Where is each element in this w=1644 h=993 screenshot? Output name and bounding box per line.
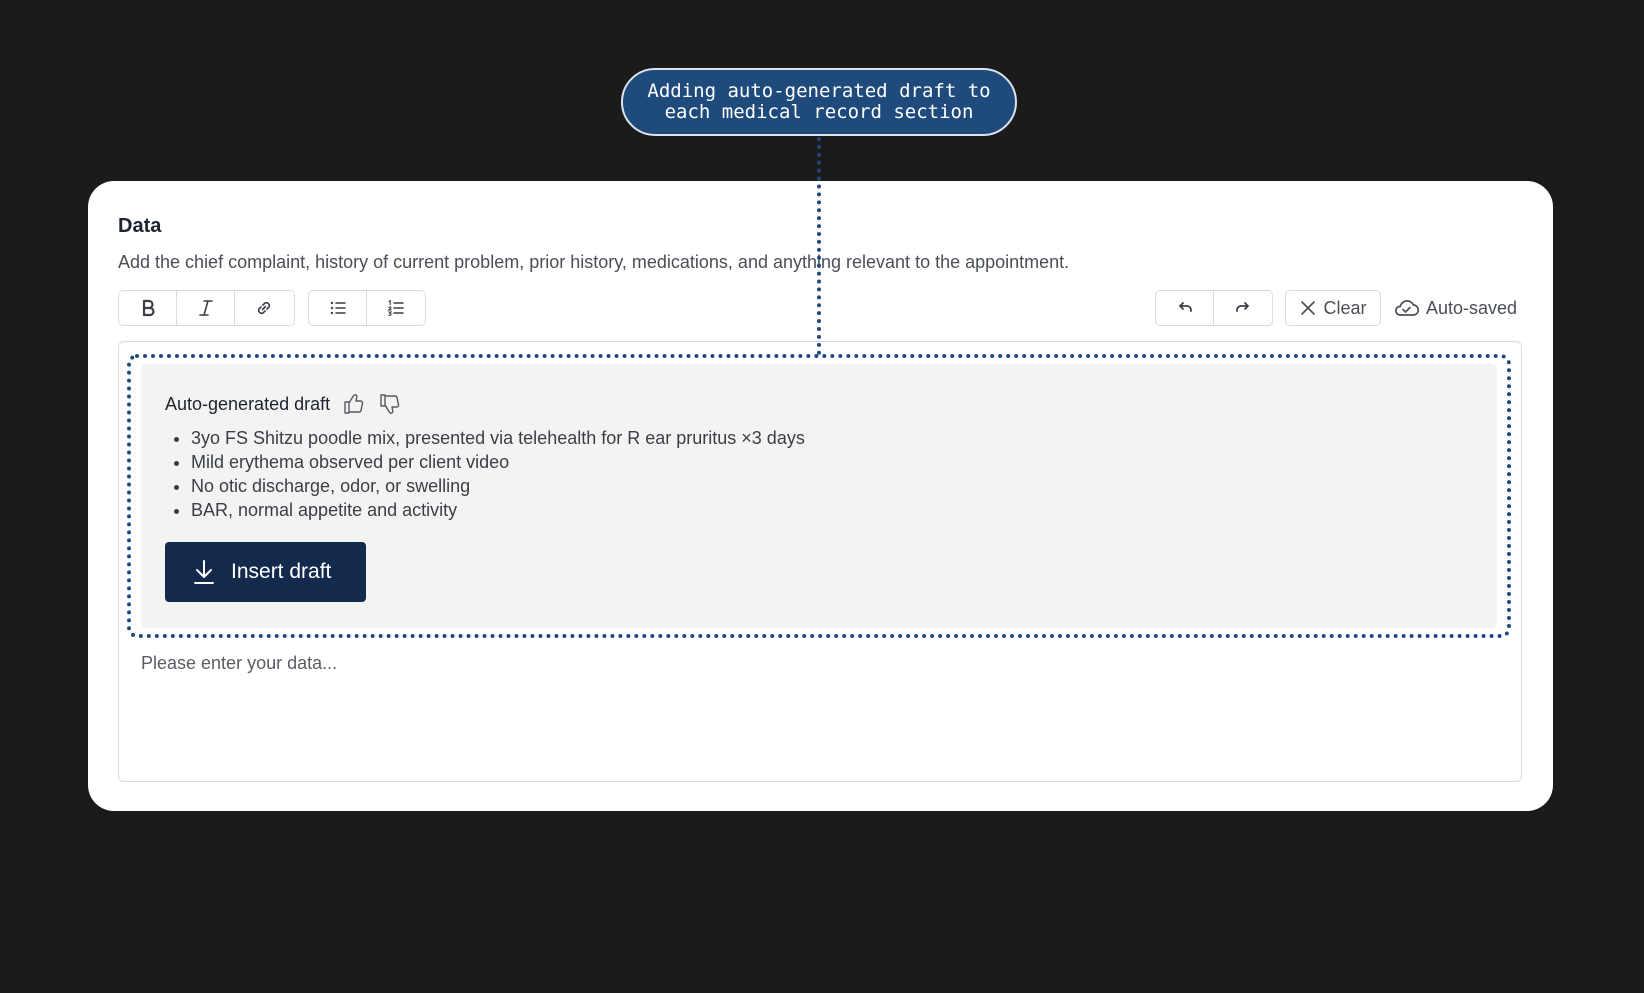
list-item: • No otic discharge, odor, or swelling [191, 474, 805, 498]
download-icon [193, 559, 215, 585]
section-title: Data [118, 215, 162, 237]
list-item: • Mild erythema observed per client video [191, 450, 805, 474]
bullet-list-icon [328, 298, 348, 318]
undo-button[interactable] [1156, 291, 1214, 325]
link-icon [254, 298, 274, 318]
numbered-list-button[interactable] [367, 291, 425, 325]
draft-title: Auto-generated draft [165, 393, 331, 414]
thumbs-down-button[interactable] [378, 392, 402, 416]
callout-connector [817, 137, 821, 355]
format-toolbar-group [118, 290, 295, 326]
thumbs-up-button[interactable] [342, 392, 366, 416]
history-toolbar-group [1155, 290, 1273, 326]
cloud-check-icon [1392, 297, 1420, 319]
draft-bullet-list [191, 426, 805, 522]
numbered-list-icon [386, 298, 406, 318]
undo-icon [1175, 298, 1195, 318]
italic-icon [196, 298, 216, 318]
rich-text-editor[interactable] [118, 341, 1522, 782]
autosave-status [1392, 290, 1517, 326]
list-toolbar-group [308, 290, 426, 326]
insert-draft-button[interactable] [165, 542, 366, 602]
auto-generated-draft-panel [141, 364, 1497, 628]
close-icon [1299, 299, 1317, 317]
italic-button[interactable] [177, 291, 235, 325]
bold-icon [138, 298, 158, 318]
draft-highlight-outline [127, 354, 1511, 638]
section-description: Add the chief complaint, history of current problem, prior history, medications, and anything relevant to the appointment. [118, 252, 1070, 272]
clear-label: Clear [1323, 297, 1367, 318]
thumbs-up-icon [342, 392, 366, 416]
autosave-label: Auto-saved [1426, 297, 1518, 318]
list-item: • BAR, normal appetite and activity [191, 498, 805, 522]
editor-placeholder: Please enter your data... [141, 653, 338, 673]
bold-button[interactable] [119, 291, 177, 325]
bullet-list-button[interactable] [309, 291, 367, 325]
redo-icon [1233, 298, 1253, 318]
link-button[interactable] [235, 291, 293, 325]
annotation-callout [621, 68, 1017, 136]
insert-draft-label: Insert draft [231, 560, 332, 583]
callout-line-1: Adding auto-generated draft to [647, 80, 991, 102]
thumbs-down-icon [378, 392, 402, 416]
callout-line-2: each medical record section [664, 101, 974, 123]
draft-header [165, 392, 402, 416]
list-item: • 3yo FS Shitzu poodle mix, presented via telehealth for R ear pruritus ×3 days [191, 426, 805, 450]
clear-button[interactable] [1285, 290, 1381, 326]
redo-button[interactable] [1214, 291, 1272, 325]
